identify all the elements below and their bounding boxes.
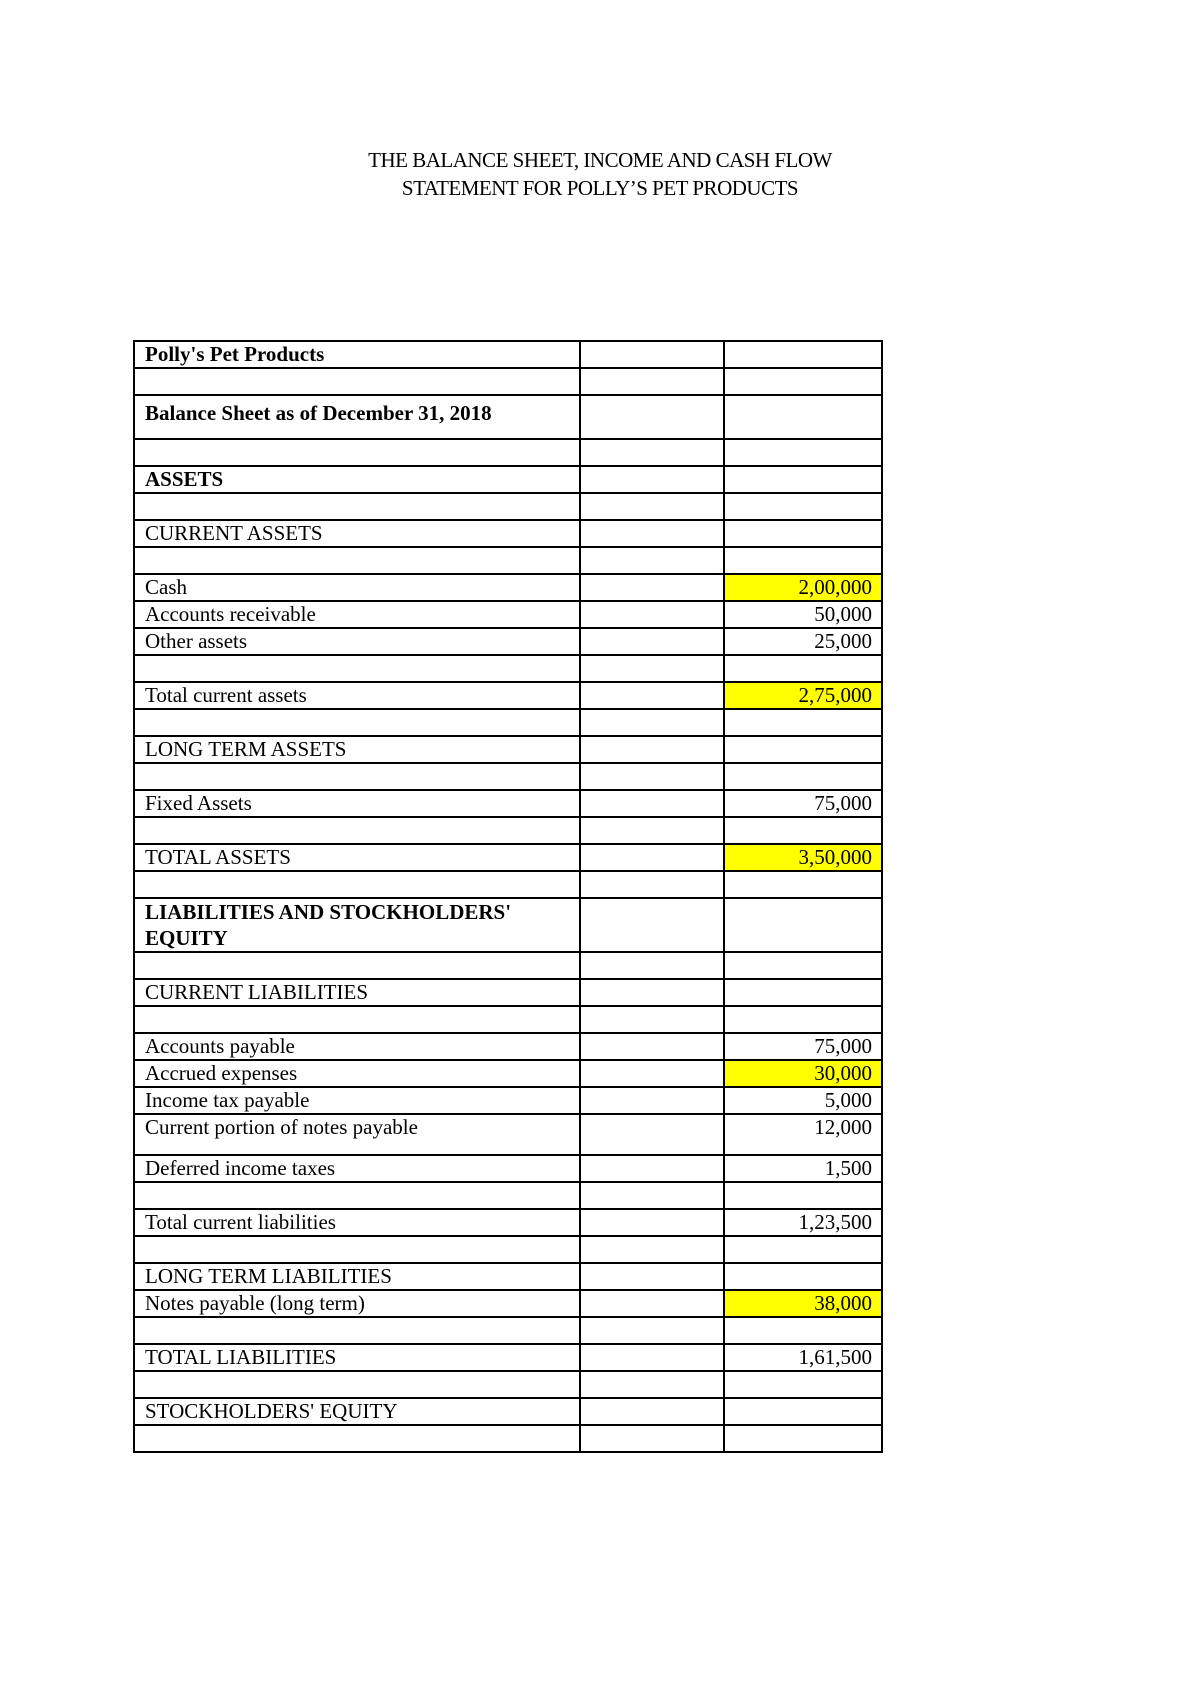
row-label-cell xyxy=(134,655,580,682)
row-empty-cell xyxy=(580,1209,724,1236)
row-label-cell xyxy=(134,547,580,574)
row-value-cell xyxy=(724,1317,882,1344)
row-value-cell: 50,000 xyxy=(724,601,882,628)
row-empty-cell xyxy=(580,395,724,439)
row-label-cell: TOTAL LIABILITIES xyxy=(134,1344,580,1371)
row-value-cell: 75,000 xyxy=(724,1033,882,1060)
document-title xyxy=(0,146,1200,202)
row-empty-cell xyxy=(580,547,724,574)
row-value-cell: 30,000 xyxy=(724,1060,882,1087)
row-value-cell xyxy=(724,341,882,368)
table-row xyxy=(134,1290,882,1317)
row-label-cell: Polly's Pet Products xyxy=(134,341,580,368)
row-empty-cell xyxy=(580,1060,724,1087)
row-value-cell: 38,000 xyxy=(724,1290,882,1317)
row-empty-cell xyxy=(580,763,724,790)
row-label-cell: Other assets xyxy=(134,628,580,655)
row-empty-cell xyxy=(580,709,724,736)
row-empty-cell xyxy=(580,1317,724,1344)
table-row xyxy=(134,1209,882,1236)
row-label-cell xyxy=(134,871,580,898)
table-row xyxy=(134,1317,882,1344)
row-value-cell: 5,000 xyxy=(724,1087,882,1114)
row-label-cell: ASSETS xyxy=(134,466,580,493)
row-label-cell xyxy=(134,493,580,520)
row-empty-cell xyxy=(580,1236,724,1263)
table-row xyxy=(134,466,882,493)
row-label-cell: TOTAL ASSETS xyxy=(134,844,580,871)
row-value-cell: 2,00,000 xyxy=(724,574,882,601)
table-row xyxy=(134,1425,882,1452)
row-value-cell xyxy=(724,871,882,898)
table-row xyxy=(134,655,882,682)
row-value-cell xyxy=(724,736,882,763)
table-row xyxy=(134,979,882,1006)
row-empty-cell xyxy=(580,1263,724,1290)
table-row xyxy=(134,1344,882,1371)
table-row xyxy=(134,520,882,547)
row-value-cell xyxy=(724,1263,882,1290)
table-row xyxy=(134,368,882,395)
table-row xyxy=(134,1006,882,1033)
table-row xyxy=(134,763,882,790)
table-row xyxy=(134,790,882,817)
document-title-line-2: STATEMENT FOR POLLY’S PET PRODUCTS xyxy=(401,176,799,200)
row-label-cell: Accounts receivable xyxy=(134,601,580,628)
row-empty-cell xyxy=(580,979,724,1006)
table-row xyxy=(134,898,882,952)
row-value-cell xyxy=(724,952,882,979)
table-row xyxy=(134,493,882,520)
row-value-cell xyxy=(724,817,882,844)
table-row xyxy=(134,871,882,898)
row-empty-cell xyxy=(580,736,724,763)
row-value-cell xyxy=(724,1182,882,1209)
table-row xyxy=(134,395,882,439)
row-empty-cell xyxy=(580,1182,724,1209)
row-label-cell: Accrued expenses xyxy=(134,1060,580,1087)
row-value-cell: 3,50,000 xyxy=(724,844,882,871)
row-label-cell xyxy=(134,1236,580,1263)
table-row xyxy=(134,574,882,601)
table-row xyxy=(134,1060,882,1087)
table-row xyxy=(134,736,882,763)
table-row xyxy=(134,1033,882,1060)
table-row xyxy=(134,709,882,736)
row-label-cell: Balance Sheet as of December 31, 2018 xyxy=(134,395,580,439)
row-label-cell: LONG TERM ASSETS xyxy=(134,736,580,763)
row-value-cell xyxy=(724,368,882,395)
row-empty-cell xyxy=(580,1033,724,1060)
row-label-cell xyxy=(134,763,580,790)
row-empty-cell xyxy=(580,790,724,817)
row-value-cell xyxy=(724,709,882,736)
row-value-cell: 2,75,000 xyxy=(724,682,882,709)
row-label-cell: Fixed Assets xyxy=(134,790,580,817)
row-label-cell: Income tax payable xyxy=(134,1087,580,1114)
table-row xyxy=(134,601,882,628)
row-value-cell xyxy=(724,898,882,952)
row-empty-cell xyxy=(580,817,724,844)
row-empty-cell xyxy=(580,1344,724,1371)
document-title-line-1: THE BALANCE SHEET, INCOME AND CASH FLOW xyxy=(368,148,832,172)
row-value-cell xyxy=(724,493,882,520)
table-row xyxy=(134,341,882,368)
row-label-cell: LIABILITIES AND STOCKHOLDERS' EQUITY xyxy=(134,898,580,952)
row-value-cell: 25,000 xyxy=(724,628,882,655)
row-value-cell xyxy=(724,979,882,1006)
row-label-cell xyxy=(134,1006,580,1033)
balance-sheet-table xyxy=(133,340,883,1453)
row-label-cell xyxy=(134,368,580,395)
table-row xyxy=(134,1182,882,1209)
row-value-cell xyxy=(724,466,882,493)
row-value-cell: 75,000 xyxy=(724,790,882,817)
row-value-cell: 1,500 xyxy=(724,1155,882,1182)
table-row xyxy=(134,1371,882,1398)
row-empty-cell xyxy=(580,871,724,898)
row-value-cell xyxy=(724,1398,882,1425)
table-row xyxy=(134,1398,882,1425)
balance-sheet-body xyxy=(134,341,882,1452)
row-value-cell xyxy=(724,1371,882,1398)
row-empty-cell xyxy=(580,368,724,395)
row-label-cell: Total current assets xyxy=(134,682,580,709)
row-label-cell: Deferred income taxes xyxy=(134,1155,580,1182)
row-label-cell xyxy=(134,1182,580,1209)
row-value-cell xyxy=(724,1425,882,1452)
row-value-cell xyxy=(724,547,882,574)
row-label-cell xyxy=(134,1317,580,1344)
row-value-cell: 1,61,500 xyxy=(724,1344,882,1371)
row-label-cell xyxy=(134,817,580,844)
row-empty-cell xyxy=(580,952,724,979)
row-value-cell xyxy=(724,439,882,466)
row-empty-cell xyxy=(580,466,724,493)
row-value-cell xyxy=(724,520,882,547)
row-empty-cell xyxy=(580,1155,724,1182)
row-empty-cell xyxy=(580,682,724,709)
row-empty-cell xyxy=(580,1006,724,1033)
row-value-cell xyxy=(724,763,882,790)
row-label-cell xyxy=(134,1371,580,1398)
row-label-cell: Cash xyxy=(134,574,580,601)
row-label-cell: CURRENT ASSETS xyxy=(134,520,580,547)
table-row xyxy=(134,1114,882,1155)
row-empty-cell xyxy=(580,1087,724,1114)
row-empty-cell xyxy=(580,898,724,952)
row-label-cell: CURRENT LIABILITIES xyxy=(134,979,580,1006)
row-empty-cell xyxy=(580,1425,724,1452)
row-empty-cell xyxy=(580,655,724,682)
row-value-cell xyxy=(724,655,882,682)
row-empty-cell xyxy=(580,628,724,655)
row-label-cell: Accounts payable xyxy=(134,1033,580,1060)
row-label-cell: Current portion of notes payable xyxy=(134,1114,580,1155)
table-row xyxy=(134,844,882,871)
table-row xyxy=(134,952,882,979)
table-row xyxy=(134,439,882,466)
table-row xyxy=(134,1155,882,1182)
row-empty-cell xyxy=(580,1371,724,1398)
table-row xyxy=(134,1236,882,1263)
row-label-cell xyxy=(134,439,580,466)
row-empty-cell xyxy=(580,493,724,520)
table-row xyxy=(134,547,882,574)
row-label-cell xyxy=(134,709,580,736)
row-label-cell: LONG TERM LIABILITIES xyxy=(134,1263,580,1290)
row-empty-cell xyxy=(580,1398,724,1425)
row-value-cell: 1,23,500 xyxy=(724,1209,882,1236)
row-label-cell xyxy=(134,1425,580,1452)
table-row xyxy=(134,817,882,844)
table-row xyxy=(134,628,882,655)
row-value-cell: 12,000 xyxy=(724,1114,882,1155)
row-empty-cell xyxy=(580,520,724,547)
row-empty-cell xyxy=(580,439,724,466)
row-empty-cell xyxy=(580,341,724,368)
table-row xyxy=(134,1087,882,1114)
row-empty-cell xyxy=(580,601,724,628)
row-empty-cell xyxy=(580,1114,724,1155)
row-value-cell xyxy=(724,1006,882,1033)
row-empty-cell xyxy=(580,1290,724,1317)
row-empty-cell xyxy=(580,574,724,601)
row-empty-cell xyxy=(580,844,724,871)
row-label-cell xyxy=(134,952,580,979)
row-value-cell xyxy=(724,395,882,439)
table-row xyxy=(134,682,882,709)
row-label-cell: STOCKHOLDERS' EQUITY xyxy=(134,1398,580,1425)
table-row xyxy=(134,1263,882,1290)
row-value-cell xyxy=(724,1236,882,1263)
row-label-cell: Total current liabilities xyxy=(134,1209,580,1236)
row-label-cell: Notes payable (long term) xyxy=(134,1290,580,1317)
